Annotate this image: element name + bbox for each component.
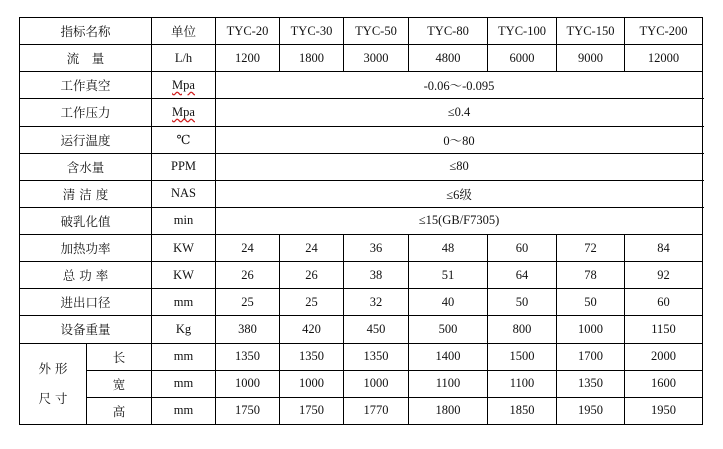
row-label: 加热功率	[20, 235, 152, 262]
row-total-power	[20, 262, 703, 289]
row-label: 进出口径	[20, 289, 152, 316]
table-cell: 51	[409, 262, 488, 289]
table-cell: 380	[216, 316, 280, 343]
row-unit	[152, 99, 216, 126]
merged-value-cell: -0.06～-0.095	[216, 72, 703, 99]
table-cell: 1850	[488, 397, 557, 424]
table-cell: 1800	[280, 45, 344, 72]
row-label: 宽	[87, 370, 152, 397]
row-unit: mm	[152, 343, 216, 370]
table-cell: 1750	[280, 397, 344, 424]
row-pressure	[20, 99, 703, 126]
header-unit: 单位	[152, 18, 216, 45]
header-model: TYC-20	[216, 18, 280, 45]
table-cell: 420	[280, 316, 344, 343]
row-vacuum	[20, 72, 703, 99]
table-cell: 64	[488, 262, 557, 289]
row-unit: KW	[152, 262, 216, 289]
dimensions-group-label	[20, 343, 87, 425]
row-label: 工作真空	[20, 72, 152, 99]
row-unit: mm	[152, 397, 216, 424]
table-cell: 1000	[216, 370, 280, 397]
table-cell: 40	[409, 289, 488, 316]
table-cell: 1000	[280, 370, 344, 397]
table-cell: 12000	[625, 45, 703, 72]
merged-value-cell: ≤80	[216, 153, 703, 180]
row-unit: KW	[152, 235, 216, 262]
row-unit: Kg	[152, 316, 216, 343]
table-cell: 1800	[409, 397, 488, 424]
table-cell: 1400	[409, 343, 488, 370]
row-temperature	[20, 126, 703, 153]
merged-value-cell: ≤15(GB/F7305)	[216, 207, 703, 234]
spec-table	[19, 17, 703, 425]
dimensions-label-bottom: 尺 寸	[38, 390, 68, 406]
table-cell: 4800	[409, 45, 488, 72]
merged-value-cell: ≤0.4	[216, 99, 703, 126]
table-cell: 50	[557, 289, 625, 316]
table-cell: 32	[344, 289, 409, 316]
row-unit: PPM	[152, 153, 216, 180]
table-cell: 1000	[344, 370, 409, 397]
table-cell: 24	[280, 235, 344, 262]
row-label: 设备重量	[20, 316, 152, 343]
header-model: TYC-30	[280, 18, 344, 45]
table-cell: 60	[488, 235, 557, 262]
row-unit-text: Mpa	[172, 104, 195, 119]
table-cell: 50	[488, 289, 557, 316]
table-cell: 1350	[216, 343, 280, 370]
table-cell: 1700	[557, 343, 625, 370]
table-cell: 6000	[488, 45, 557, 72]
row-width	[20, 370, 703, 397]
table-cell: 500	[409, 316, 488, 343]
row-demulsification	[20, 207, 703, 234]
table-cell: 48	[409, 235, 488, 262]
table-cell: 25	[280, 289, 344, 316]
table-cell: 92	[625, 262, 703, 289]
row-flow	[20, 45, 703, 72]
table-cell: 800	[488, 316, 557, 343]
row-water-content	[20, 153, 703, 180]
row-length	[20, 343, 703, 370]
table-cell: 26	[280, 262, 344, 289]
row-label: 流 量	[20, 45, 152, 72]
row-heating-power	[20, 235, 703, 262]
table-cell: 1000	[557, 316, 625, 343]
row-port-diameter	[20, 289, 703, 316]
table-cell: 9000	[557, 45, 625, 72]
table-cell: 450	[344, 316, 409, 343]
row-unit: NAS	[152, 180, 216, 207]
row-unit: L/h	[152, 45, 216, 72]
row-label: 破乳化值	[20, 207, 152, 234]
table-cell: 60	[625, 289, 703, 316]
table-cell: 24	[216, 235, 280, 262]
table-cell: 1350	[557, 370, 625, 397]
row-unit: mm	[152, 289, 216, 316]
table-cell: 1950	[625, 397, 703, 424]
header-model: TYC-150	[557, 18, 625, 45]
row-label: 总 功 率	[20, 262, 152, 289]
header-name: 指标名称	[20, 18, 152, 45]
table-cell: 1100	[488, 370, 557, 397]
header-model: TYC-50	[344, 18, 409, 45]
row-unit: mm	[152, 370, 216, 397]
table-cell: 1600	[625, 370, 703, 397]
table-cell: 1350	[280, 343, 344, 370]
table-cell: 84	[625, 235, 703, 262]
row-unit: ℃	[152, 126, 216, 153]
table-cell: 1500	[488, 343, 557, 370]
table-cell: 1770	[344, 397, 409, 424]
header-model: TYC-200	[625, 18, 703, 45]
table-cell: 1950	[557, 397, 625, 424]
header-model: TYC-80	[409, 18, 488, 45]
row-cleanliness	[20, 180, 703, 207]
row-unit-text: Mpa	[172, 77, 195, 92]
table-cell: 26	[216, 262, 280, 289]
merged-value-cell: 0～80	[216, 126, 703, 153]
row-label: 清 洁 度	[20, 180, 152, 207]
table-cell: 25	[216, 289, 280, 316]
header-row	[20, 18, 703, 45]
row-label: 长	[87, 343, 152, 370]
table-cell: 1750	[216, 397, 280, 424]
table-cell: 38	[344, 262, 409, 289]
row-weight	[20, 316, 703, 343]
row-label: 高	[87, 397, 152, 424]
row-unit: min	[152, 207, 216, 234]
table-cell: 2000	[625, 343, 703, 370]
row-label: 运行温度	[20, 126, 152, 153]
table-cell: 72	[557, 235, 625, 262]
row-unit	[152, 72, 216, 99]
table-cell: 36	[344, 235, 409, 262]
header-model: TYC-100	[488, 18, 557, 45]
table-cell: 1100	[409, 370, 488, 397]
table-cell: 78	[557, 262, 625, 289]
dimensions-label-top: 外 形	[38, 360, 68, 376]
row-label: 工作压力	[20, 99, 152, 126]
merged-value-cell: ≤6级	[216, 180, 703, 207]
table-cell: 1200	[216, 45, 280, 72]
row-label: 含水量	[20, 153, 152, 180]
table-cell: 1350	[344, 343, 409, 370]
row-height	[20, 397, 703, 424]
table-cell: 1150	[625, 316, 703, 343]
table-cell: 3000	[344, 45, 409, 72]
